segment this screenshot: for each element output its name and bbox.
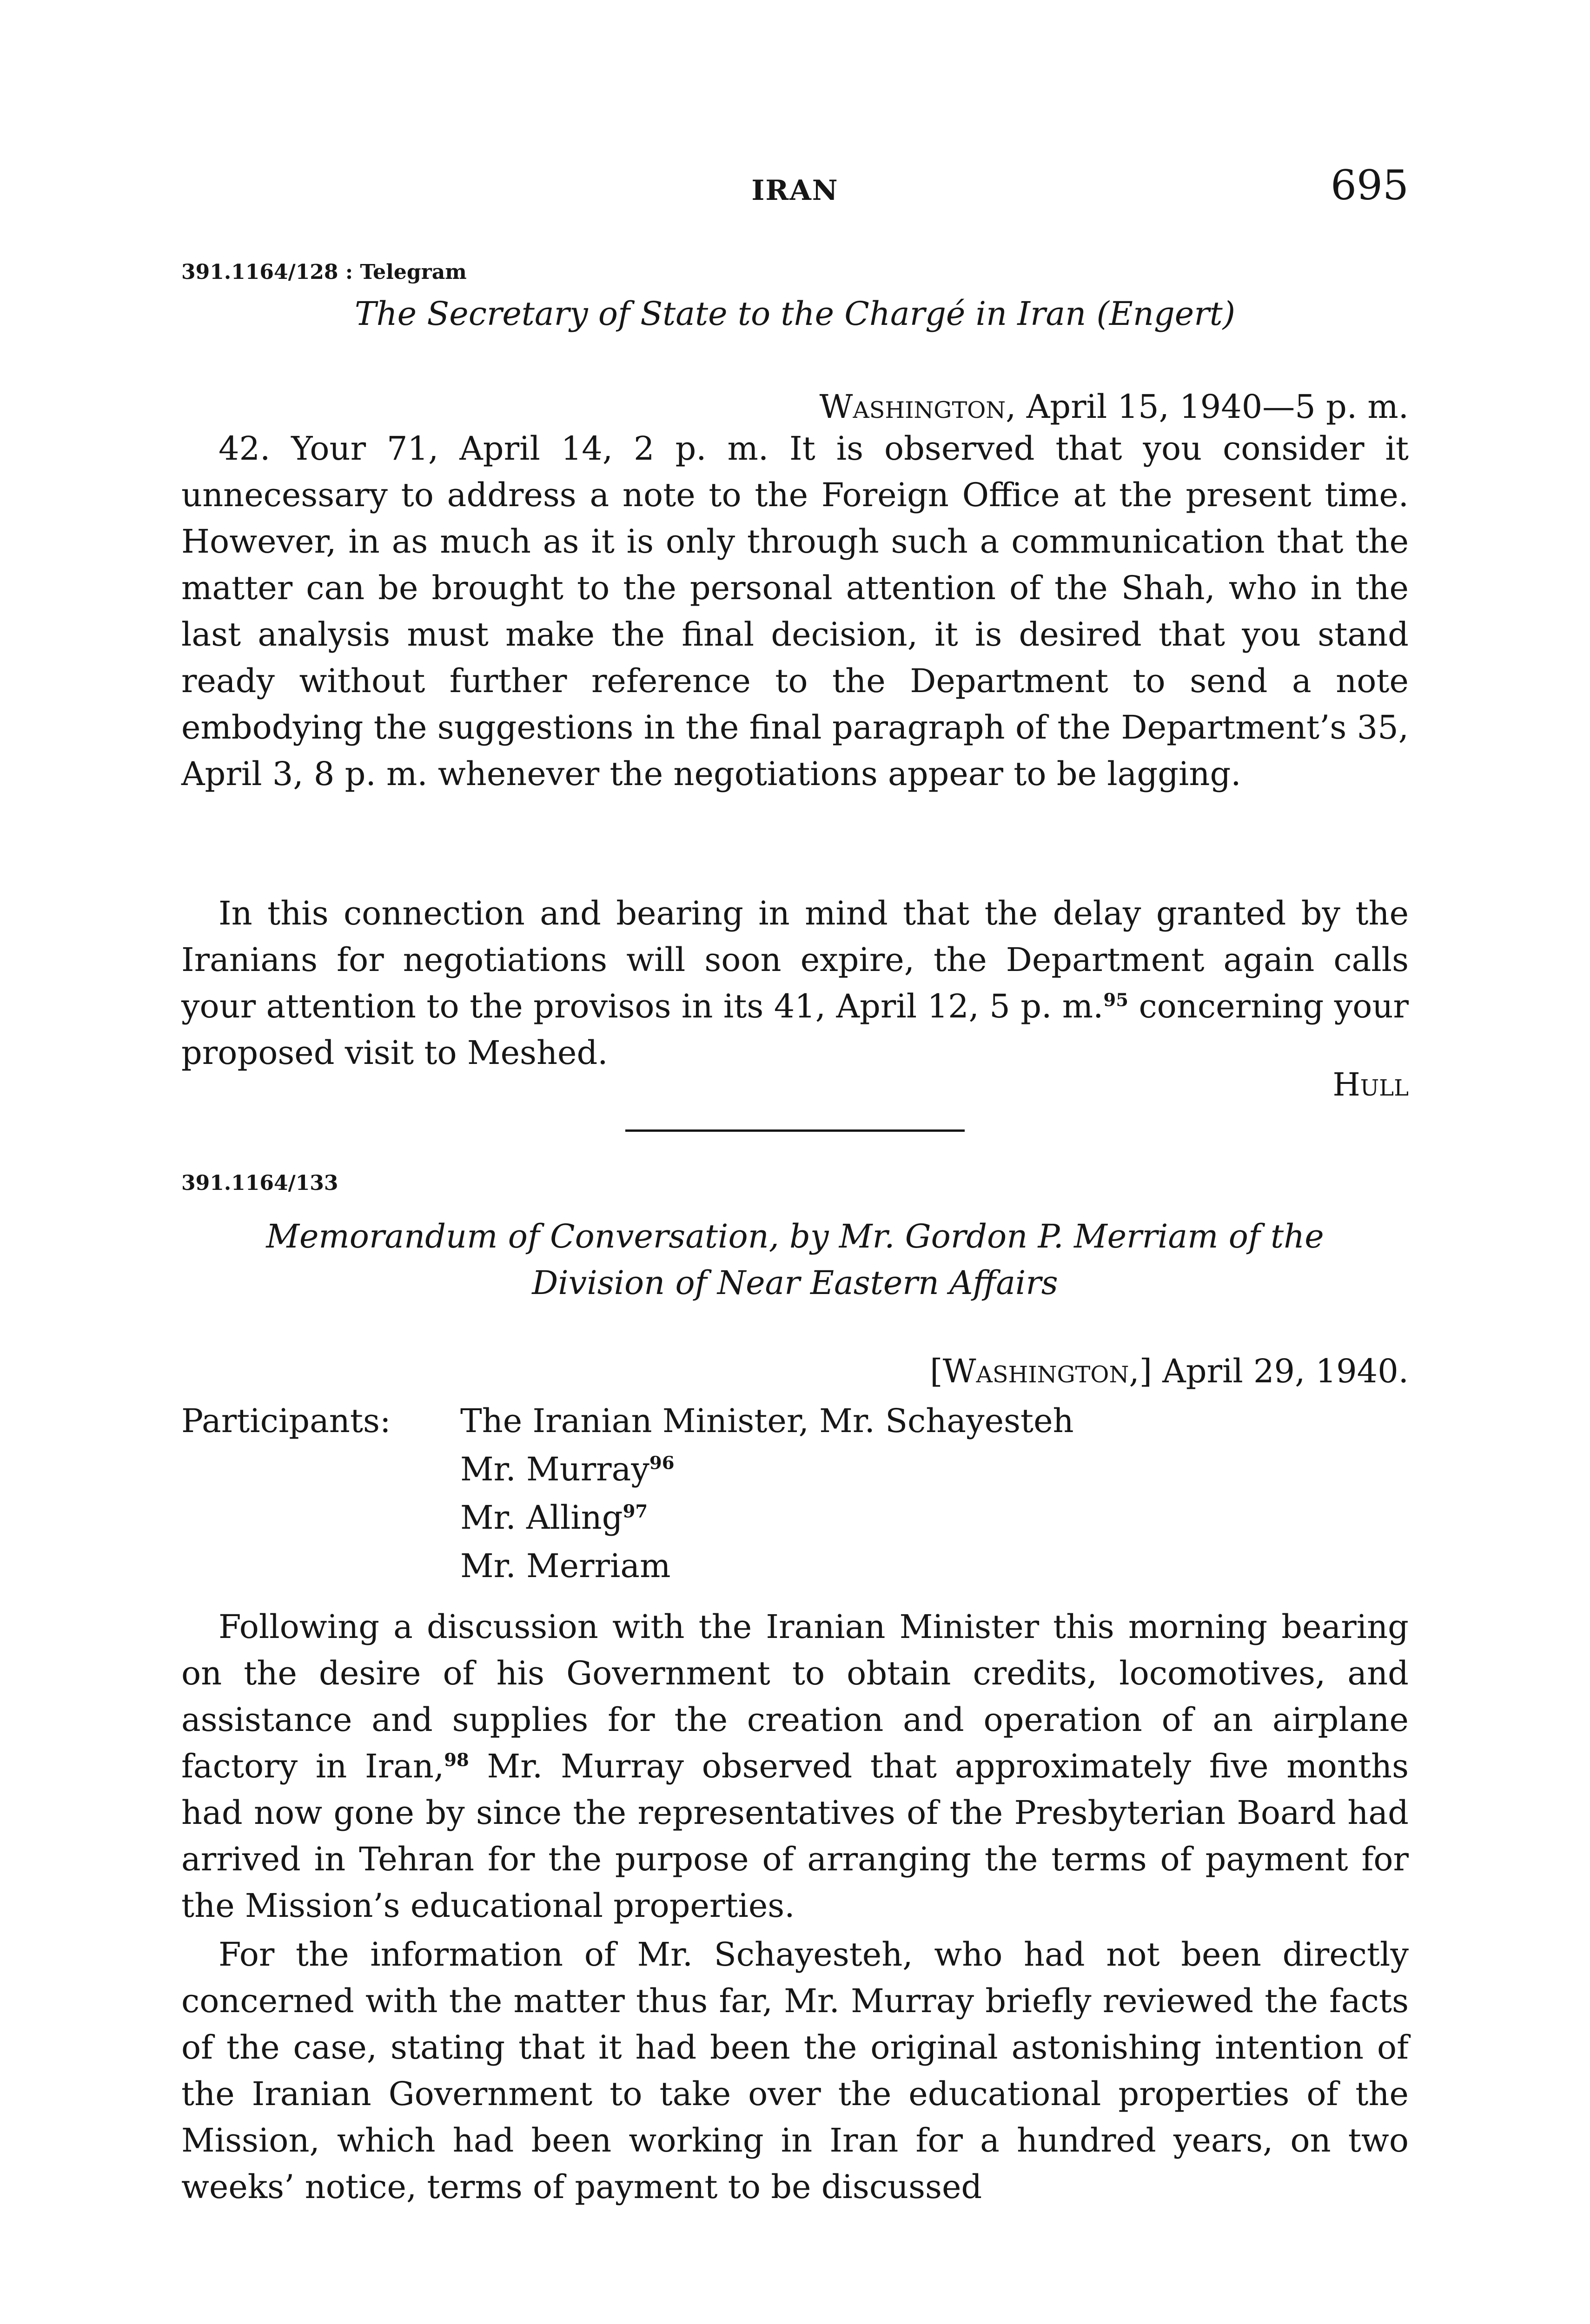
participant-1: The Iranian Minister, Mr. Schayesteh — [460, 1402, 1074, 1440]
participant-3 — [460, 1493, 1074, 1542]
doc1-signature: Hull — [1332, 1067, 1409, 1103]
participant-2 — [460, 1445, 1074, 1493]
doc1-dateline — [819, 388, 1409, 426]
doc2-paragraph-1 — [181, 1604, 1409, 1929]
footnote-ref-95: 95 — [1103, 990, 1128, 1011]
doc1-dateline-place: Washington, — [819, 388, 1016, 426]
running-title: IRAN — [751, 174, 839, 207]
doc2-title — [181, 1213, 1409, 1306]
participants-list — [460, 1397, 1074, 1590]
doc2-dateline — [930, 1352, 1409, 1390]
doc1-paragraph-2-tail: concerning your proposed visit to Meshed. — [181, 987, 1409, 1072]
doc1-paragraph-2-text: In this connection and bearing in mind that the delay granted by the Iranians for negotiations will soon expire, the Department again calls your attention to the provisos in its 41, April 12, 5 p. m. — [181, 894, 1409, 1025]
doc2-file-reference: 391.1164/133 — [181, 1171, 338, 1195]
doc2-dateline-open: [ — [930, 1352, 943, 1390]
doc2-title-line-1: Memorandum of Conversation, by Mr. Gordon P. Merriam of the — [266, 1217, 1324, 1255]
doc2-dateline-date: ] April 29, 1940. — [1139, 1352, 1409, 1390]
participants-block — [181, 1397, 1409, 1592]
doc2-paragraph-1-text-b: Mr. Murray observed that approximately five months had now gone by since the representatives of the Presbyterian Board had arrived in Tehran for the purpose of arranging the terms of payment for the Mission’s educational properties. — [181, 1747, 1409, 1925]
participant-3-name: Mr. Alling — [460, 1499, 623, 1537]
separator-rule — [625, 1129, 965, 1132]
page-number: 695 — [1331, 161, 1409, 209]
doc2-dateline-place: Washington, — [942, 1352, 1140, 1390]
doc1-paragraph-2 — [181, 890, 1409, 1076]
doc2-title-line-2: Division of Near Eastern Affairs — [532, 1264, 1058, 1302]
participant-2-name: Mr. Murray — [460, 1450, 649, 1488]
footnote-ref-97: 97 — [623, 1501, 648, 1522]
running-head — [181, 161, 1409, 221]
doc1-file-reference: 391.1164/128 : Telegram — [181, 260, 467, 284]
doc1-paragraph-1: 42. Your 71, April 14, 2 p. m. It is observed that you consider it unnecessary to address a note to the Foreign Office at the present time. However, in as much as it is only through such a communication that the matter can be brought to the personal attention of the Shah, who in the last analysis must make the final decision, it is desired that you stand ready without further reference to the Department to send a note embodying the suggestions in the final paragraph of the Department’s 35, April 3, 8 p. m. whenever the negotiations appear to be lagging. — [181, 429, 1409, 793]
footnote-ref-98: 98 — [444, 1750, 469, 1771]
footnote-ref-96: 96 — [649, 1452, 675, 1474]
doc1-title: The Secretary of State to the Chargé in Iran (Engert) — [354, 295, 1236, 333]
doc1-dateline-date: April 15, 1940—5 p. m. — [1026, 388, 1409, 426]
participants-label: Participants: — [181, 1402, 391, 1440]
doc2-paragraph-1-text-a: Following a discussion with the Iranian Minister this morning bearing on the desire of his Government to obtain credits, locomotives, and assistance and supplies for the creation and operation of an airplane factory in Iran, — [181, 1608, 1409, 1785]
participant-4: Mr. Merriam — [460, 1547, 671, 1585]
doc2-paragraph-2: For the information of Mr. Schayesteh, who had not been directly concerned with the matter thus far, Mr. Murray briefly reviewed the facts of the case, stating that it had been the original astonishing intention of the Iranian Government to take over the educational properties of the Mission, which had been working in Iran for a hundred years, on two weeks’ notice, terms of payment to be discussed — [181, 1935, 1409, 2206]
